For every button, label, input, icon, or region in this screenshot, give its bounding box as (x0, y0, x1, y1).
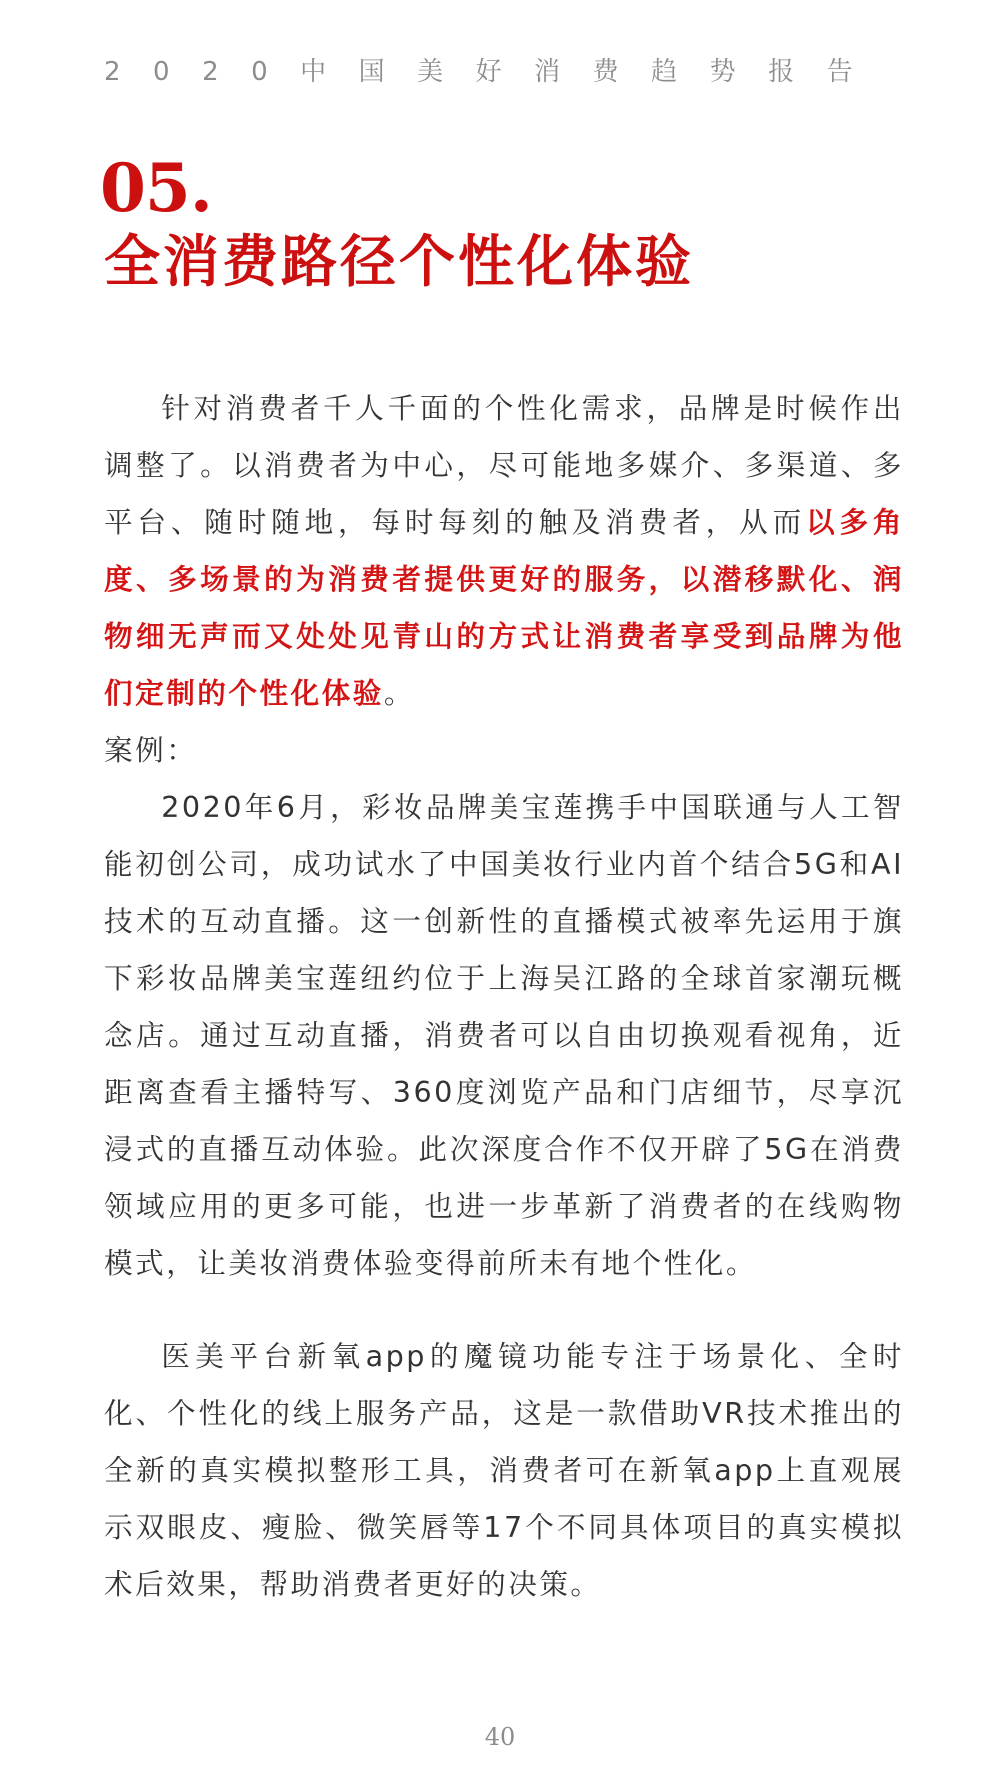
case-paragraph-maybelline: 2020年6月，彩妆品牌美宝莲携手中国联通与人工智能初创公司，成功试水了中国美妆行业内首个结合5G和AI技术的互动直播。这一创新性的直播模式被率先运用于旗下彩妆品牌美宝莲纽约位于上海吴江路的全球首家潮玩概念店。通过互动直播，消费者可以自由切换观看视角，近距离查看主播特写、360度浏览产品和门店细节，尽享沉浸式的直播互动体验。此次深度合作不仅开辟了5G在消费领域应用的更多可能，也进一步革新了消费者的在线购物模式，让美妆消费体验变得前所未有地个性化。 (104, 790, 904, 1280)
page-number: 40 (484, 1723, 516, 1751)
intro-text: 针对消费者千人千面的个性化需求，品牌是时候作出调整了。以消费者为中心，尽可能地多媒介、多渠道、多平台、随时随地，每时每刻的触及消费者，从而 (104, 391, 904, 539)
running-header: 2020中国美好消费趋势报告 (104, 57, 886, 87)
case-label: 案例： (104, 733, 198, 767)
section-title: 全消费路径个性化体验 (104, 229, 694, 295)
intro-emphasis: 以多角度、多场景的为消费者提供更好的服务，以潜移默化、润物细无声而又处处见青山的方式让消费者享受到品牌为他们定制的个性化体验 (104, 505, 904, 710)
intro-paragraph (104, 380, 904, 722)
article-body (104, 380, 904, 1613)
section-number: 05. (100, 149, 212, 227)
case-paragraph-soyoung: 医美平台新氧app的魔镜功能专注于场景化、全时化、个性化的线上服务产品，这是一款借助VR技术推出的全新的真实模拟整形工具，消费者可在新氧app上直观展示双眼皮、瘦脸、微笑唇等17个不同具体项目的真实模拟术后效果，帮助消费者更好的决策。 (104, 1339, 904, 1601)
intro-end: 。 (383, 676, 415, 710)
